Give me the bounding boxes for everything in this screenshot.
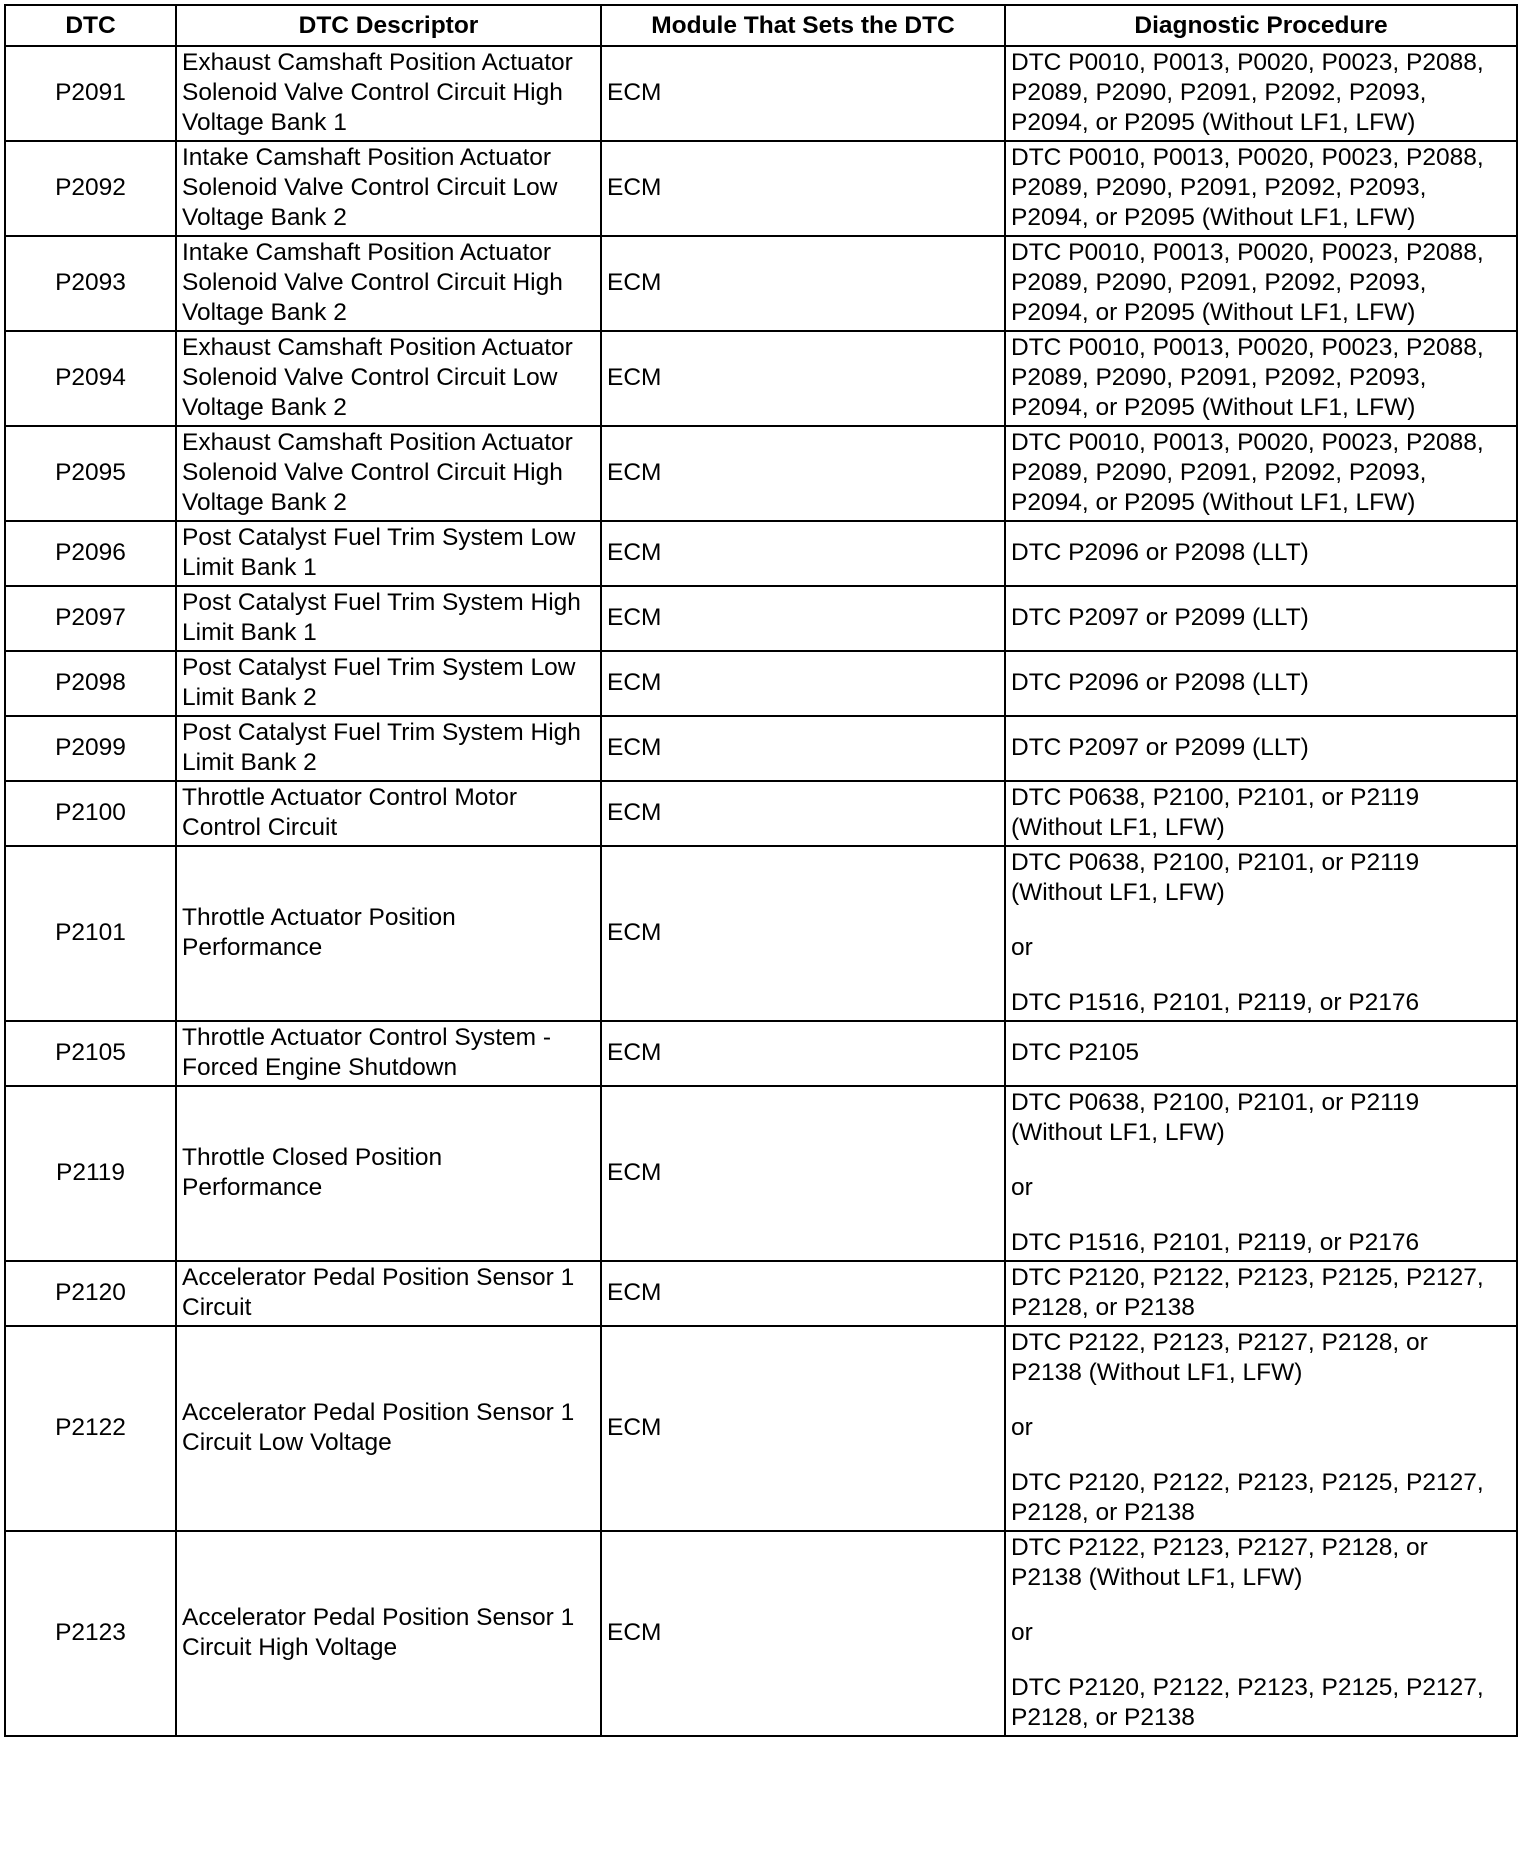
- descriptor-line: Exhaust Camshaft Position Actuator: [182, 429, 573, 456]
- descriptor-line: Circuit High Voltage: [182, 1634, 398, 1661]
- diagnostic-procedure-cell: [1005, 46, 1517, 141]
- procedure-line: P2089, P2090, P2091, P2092, P2093,: [1011, 459, 1427, 486]
- dtc-descriptor-cell: [176, 781, 601, 846]
- procedure-line: DTC P0010, P0013, P0020, P0023, P2088,: [1011, 49, 1484, 76]
- table-row: [5, 521, 1517, 586]
- module-cell: ECM: [601, 1086, 1005, 1261]
- procedure-line: DTC P2120, P2122, P2123, P2125, P2127,: [1011, 1674, 1484, 1701]
- diagnostic-procedure-cell: [1005, 236, 1517, 331]
- dtc-code-cell: P2094: [5, 331, 176, 426]
- descriptor-line: Voltage Bank 2: [182, 394, 347, 421]
- dtc-code-cell: P2105: [5, 1021, 176, 1086]
- procedure-line: P2094, or P2095 (Without LF1, LFW): [1011, 394, 1416, 421]
- procedure-line: DTC P1516, P2101, P2119, or P2176: [1011, 1229, 1420, 1256]
- procedure-line: (Without LF1, LFW): [1011, 814, 1225, 841]
- diagnostic-procedure-cell: [1005, 426, 1517, 521]
- procedure-line: P2094, or P2095 (Without LF1, LFW): [1011, 204, 1416, 231]
- dtc-code-cell: P2098: [5, 651, 176, 716]
- dtc-descriptor-cell: [176, 1086, 601, 1261]
- diagnostic-procedure-cell: [1005, 716, 1517, 781]
- module-cell: ECM: [601, 651, 1005, 716]
- dtc-code-cell: P2091: [5, 46, 176, 141]
- dtc-code-cell: P2095: [5, 426, 176, 521]
- procedure-line: DTC P2122, P2123, P2127, P2128, or: [1011, 1534, 1428, 1561]
- dtc-descriptor-cell: [176, 1531, 601, 1736]
- descriptor-line: Throttle Actuator Control System -: [182, 1024, 551, 1051]
- descriptor-line: Intake Camshaft Position Actuator: [182, 239, 552, 266]
- dtc-descriptor-cell: [176, 1326, 601, 1531]
- table-row: [5, 1326, 1517, 1531]
- dtc-code-cell: P2093: [5, 236, 176, 331]
- dtc-descriptor-cell: [176, 236, 601, 331]
- descriptor-line: Control Circuit: [182, 814, 338, 841]
- descriptor-line: Post Catalyst Fuel Trim System High: [182, 719, 581, 746]
- dtc-descriptor-cell: [176, 141, 601, 236]
- procedure-line: P2128, or P2138: [1011, 1294, 1195, 1321]
- procedure-line: DTC P2097 or P2099 (LLT): [1011, 604, 1309, 631]
- descriptor-line: Circuit: [182, 1294, 252, 1321]
- descriptor-line: Solenoid Valve Control Circuit Low: [182, 174, 558, 201]
- descriptor-line: Performance: [182, 934, 323, 961]
- dtc-descriptor-cell: [176, 651, 601, 716]
- diagnostic-procedure-cell: [1005, 1021, 1517, 1086]
- module-cell: ECM: [601, 521, 1005, 586]
- dtc-code-cell: P2122: [5, 1326, 176, 1531]
- descriptor-line: Solenoid Valve Control Circuit High: [182, 79, 563, 106]
- descriptor-line: Forced Engine Shutdown: [182, 1054, 458, 1081]
- dtc-descriptor-cell: [176, 521, 601, 586]
- table-row: [5, 1261, 1517, 1326]
- dtc-descriptor-cell: [176, 586, 601, 651]
- module-cell: ECM: [601, 46, 1005, 141]
- procedure-line: DTC P2120, P2122, P2123, P2125, P2127,: [1011, 1469, 1484, 1496]
- table-row: [5, 236, 1517, 331]
- procedure-line: P2128, or P2138: [1011, 1704, 1195, 1731]
- table-row: [5, 1021, 1517, 1086]
- descriptor-line: Intake Camshaft Position Actuator: [182, 144, 552, 171]
- module-cell: ECM: [601, 426, 1005, 521]
- descriptor-line: Exhaust Camshaft Position Actuator: [182, 334, 573, 361]
- module-cell: ECM: [601, 331, 1005, 426]
- dtc-code-cell: P2123: [5, 1531, 176, 1736]
- module-cell: ECM: [601, 586, 1005, 651]
- procedure-line: P2128, or P2138: [1011, 1499, 1195, 1526]
- module-cell: ECM: [601, 716, 1005, 781]
- procedure-line: DTC P2096 or P2098 (LLT): [1011, 669, 1309, 696]
- descriptor-line: Limit Bank 2: [182, 684, 317, 711]
- procedure-line: DTC P0638, P2100, P2101, or P2119: [1011, 849, 1420, 876]
- module-cell: ECM: [601, 1326, 1005, 1531]
- diagnostic-procedure-cell: [1005, 781, 1517, 846]
- descriptor-line: Voltage Bank 2: [182, 299, 347, 326]
- table-row: [5, 846, 1517, 1021]
- diagnostic-procedure-cell: [1005, 521, 1517, 586]
- procedure-line: P2089, P2090, P2091, P2092, P2093,: [1011, 364, 1427, 391]
- dtc-descriptor-cell: [176, 46, 601, 141]
- dtc-code-cell: P2092: [5, 141, 176, 236]
- descriptor-line: Solenoid Valve Control Circuit Low: [182, 364, 558, 391]
- table-body: [5, 46, 1517, 1736]
- procedure-line: P2138 (Without LF1, LFW): [1011, 1359, 1303, 1386]
- module-cell: ECM: [601, 1021, 1005, 1086]
- procedure-line: DTC P2120, P2122, P2123, P2125, P2127,: [1011, 1264, 1484, 1291]
- module-cell: ECM: [601, 781, 1005, 846]
- procedure-line: P2094, or P2095 (Without LF1, LFW): [1011, 109, 1416, 136]
- table-row: [5, 1531, 1517, 1736]
- descriptor-line: Accelerator Pedal Position Sensor 1: [182, 1264, 575, 1291]
- dtc-code-cell: P2119: [5, 1086, 176, 1261]
- dtc-code-cell: P2099: [5, 716, 176, 781]
- table-row: [5, 716, 1517, 781]
- dtc-code-cell: P2120: [5, 1261, 176, 1326]
- diagnostic-procedure-cell: [1005, 1261, 1517, 1326]
- header-dtc: DTC: [5, 5, 176, 46]
- procedure-line: P2089, P2090, P2091, P2092, P2093,: [1011, 174, 1427, 201]
- descriptor-line: Accelerator Pedal Position Sensor 1: [182, 1604, 575, 1631]
- procedure-line: P2094, or P2095 (Without LF1, LFW): [1011, 489, 1416, 516]
- table-row: [5, 586, 1517, 651]
- table-row: [5, 426, 1517, 521]
- diagnostic-procedure-cell: [1005, 1326, 1517, 1531]
- module-cell: ECM: [601, 1531, 1005, 1736]
- descriptor-line: Limit Bank 1: [182, 554, 317, 581]
- header-module: Module That Sets the DTC: [601, 5, 1005, 46]
- procedure-line: or: [1011, 934, 1033, 961]
- procedure-line: P2089, P2090, P2091, P2092, P2093,: [1011, 269, 1427, 296]
- procedure-line: DTC P2097 or P2099 (LLT): [1011, 734, 1309, 761]
- module-cell: ECM: [601, 236, 1005, 331]
- procedure-line: P2094, or P2095 (Without LF1, LFW): [1011, 299, 1416, 326]
- descriptor-line: Accelerator Pedal Position Sensor 1: [182, 1399, 575, 1426]
- procedure-line: DTC P1516, P2101, P2119, or P2176: [1011, 989, 1420, 1016]
- procedure-line: DTC P0010, P0013, P0020, P0023, P2088,: [1011, 429, 1484, 456]
- dtc-descriptor-cell: [176, 331, 601, 426]
- procedure-line: DTC P0010, P0013, P0020, P0023, P2088,: [1011, 334, 1484, 361]
- descriptor-line: Solenoid Valve Control Circuit High: [182, 269, 563, 296]
- header-row: [5, 5, 1517, 46]
- table-row: [5, 141, 1517, 236]
- dtc-table: [4, 4, 1518, 1737]
- dtc-code-cell: P2097: [5, 586, 176, 651]
- table-row: [5, 781, 1517, 846]
- dtc-descriptor-cell: [176, 1021, 601, 1086]
- diagnostic-procedure-cell: [1005, 331, 1517, 426]
- dtc-code-cell: P2101: [5, 846, 176, 1021]
- dtc-document: [4, 4, 1516, 1737]
- descriptor-line: Limit Bank 2: [182, 749, 317, 776]
- dtc-code-cell: P2100: [5, 781, 176, 846]
- descriptor-line: Voltage Bank 2: [182, 204, 347, 231]
- dtc-descriptor-cell: [176, 426, 601, 521]
- header-dtc-descriptor: DTC Descriptor: [176, 5, 601, 46]
- procedure-line: or: [1011, 1414, 1033, 1441]
- descriptor-line: Throttle Actuator Control Motor: [182, 784, 517, 811]
- procedure-line: P2138 (Without LF1, LFW): [1011, 1564, 1303, 1591]
- descriptor-line: Performance: [182, 1174, 323, 1201]
- diagnostic-procedure-cell: [1005, 586, 1517, 651]
- descriptor-line: Solenoid Valve Control Circuit High: [182, 459, 563, 486]
- procedure-line: DTC P2105: [1011, 1039, 1140, 1066]
- table-header: [5, 5, 1517, 46]
- procedure-line: DTC P0010, P0013, P0020, P0023, P2088,: [1011, 144, 1484, 171]
- descriptor-line: Voltage Bank 1: [182, 109, 347, 136]
- dtc-descriptor-cell: [176, 1261, 601, 1326]
- procedure-line: DTC P0010, P0013, P0020, P0023, P2088,: [1011, 239, 1484, 266]
- diagnostic-procedure-cell: [1005, 1531, 1517, 1736]
- procedure-line: (Without LF1, LFW): [1011, 1119, 1225, 1146]
- dtc-descriptor-cell: [176, 716, 601, 781]
- descriptor-line: Throttle Actuator Position: [182, 904, 456, 931]
- dtc-descriptor-cell: [176, 846, 601, 1021]
- descriptor-line: Post Catalyst Fuel Trim System High: [182, 589, 581, 616]
- descriptor-line: Circuit Low Voltage: [182, 1429, 392, 1456]
- module-cell: ECM: [601, 1261, 1005, 1326]
- header-diagnostic-procedure: Diagnostic Procedure: [1005, 5, 1517, 46]
- table-row: [5, 46, 1517, 141]
- descriptor-line: Throttle Closed Position: [182, 1144, 443, 1171]
- procedure-line: or: [1011, 1174, 1033, 1201]
- descriptor-line: Limit Bank 1: [182, 619, 317, 646]
- diagnostic-procedure-cell: [1005, 1086, 1517, 1261]
- table-row: [5, 331, 1517, 426]
- descriptor-line: Exhaust Camshaft Position Actuator: [182, 49, 573, 76]
- procedure-line: P2089, P2090, P2091, P2092, P2093,: [1011, 79, 1427, 106]
- diagnostic-procedure-cell: [1005, 141, 1517, 236]
- procedure-line: DTC P0638, P2100, P2101, or P2119: [1011, 1089, 1420, 1116]
- table-row: [5, 651, 1517, 716]
- dtc-code-cell: P2096: [5, 521, 176, 586]
- procedure-line: (Without LF1, LFW): [1011, 879, 1225, 906]
- descriptor-line: Voltage Bank 2: [182, 489, 347, 516]
- descriptor-line: Post Catalyst Fuel Trim System Low: [182, 524, 576, 551]
- diagnostic-procedure-cell: [1005, 846, 1517, 1021]
- module-cell: ECM: [601, 141, 1005, 236]
- procedure-line: or: [1011, 1619, 1033, 1646]
- procedure-line: DTC P2096 or P2098 (LLT): [1011, 539, 1309, 566]
- table-row: [5, 1086, 1517, 1261]
- descriptor-line: Post Catalyst Fuel Trim System Low: [182, 654, 576, 681]
- module-cell: ECM: [601, 846, 1005, 1021]
- procedure-line: DTC P2122, P2123, P2127, P2128, or: [1011, 1329, 1428, 1356]
- procedure-line: DTC P0638, P2100, P2101, or P2119: [1011, 784, 1420, 811]
- diagnostic-procedure-cell: [1005, 651, 1517, 716]
